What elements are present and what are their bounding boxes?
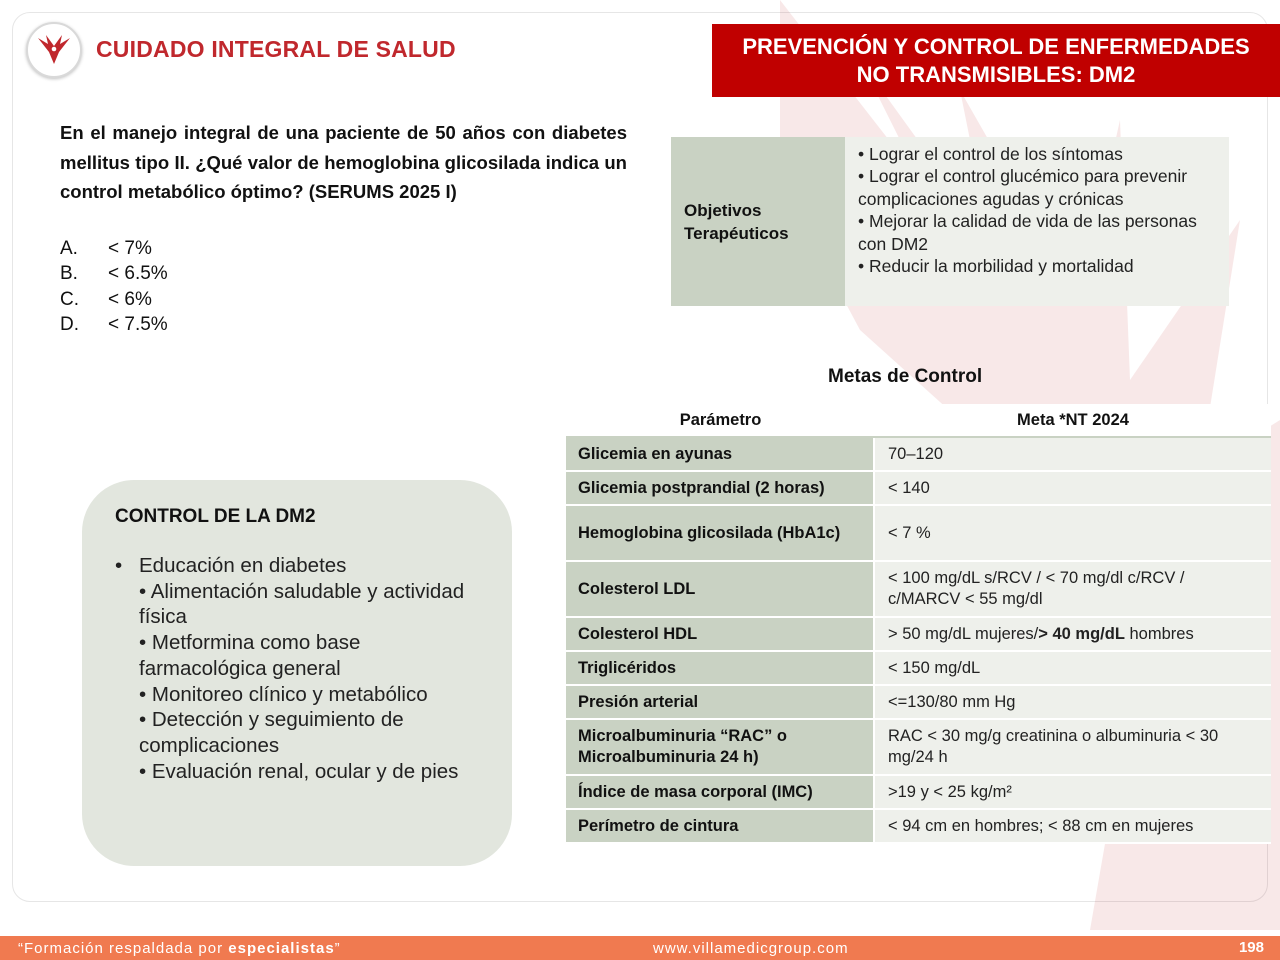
table-row: [566, 472, 1271, 506]
control-list: [115, 553, 482, 784]
banner-line-2: NO TRANSMISIBLES: DM2: [856, 62, 1136, 87]
control-item: • Detección y seguimiento de complicaciones: [139, 708, 404, 757]
tagline-suffix: ”: [334, 940, 341, 957]
option-letter: D.: [60, 313, 79, 335]
option-text: < 7%: [108, 238, 152, 259]
param-cell: Hemoglobina glicosilada (HbA1c): [566, 506, 875, 562]
value-cell: RAC < 30 mg/g creatinina o albuminuria < 30 mg/24 h: [875, 720, 1271, 776]
objectives-label-line1: Objetivos: [684, 200, 762, 220]
metas-table: [566, 404, 1271, 844]
table-row: [566, 652, 1271, 686]
option-text: < 6%: [108, 288, 152, 310]
table-row: [566, 686, 1271, 720]
tagline-prefix: “Formación respaldada por: [18, 940, 229, 957]
param-cell: Colesterol HDL: [566, 618, 875, 652]
value-part: > 50 mg/dL mujeres/: [888, 624, 1039, 643]
value-cell: < 140: [875, 472, 1271, 506]
value-part-bold: > 40 mg/dL: [1038, 624, 1125, 643]
param-cell: Glicemia postprandial (2 horas): [566, 472, 875, 506]
objectives-label-line2: Terapéuticos: [684, 223, 789, 243]
param-cell: Perímetro de cintura: [566, 810, 875, 844]
value-cell: [875, 618, 1271, 652]
param-cell: Índice de masa corporal (IMC): [566, 776, 875, 810]
footer-url: www.villamedicgroup.com: [653, 940, 849, 957]
option-letter: B.: [60, 263, 78, 285]
col-header-meta: Meta *NT 2024: [875, 404, 1271, 438]
objectives-label: [671, 137, 845, 306]
control-item: • Monitoreo clínico y metabólico: [139, 682, 428, 706]
control-dm2-box: [82, 480, 512, 866]
option-a: [60, 236, 168, 261]
option-text: < 6.5%: [108, 263, 168, 285]
metas-title: Metas de Control: [828, 366, 983, 387]
table-row: [566, 810, 1271, 844]
control-item: • Metformina como base farmacológica general: [139, 631, 361, 680]
param-cell: Microalbuminuria “RAC” o Microalbuminuria 24 h): [566, 720, 875, 776]
value-part: hombres: [1124, 624, 1194, 643]
objective-item: • Lograr el control de los síntomas: [858, 144, 1123, 164]
metas-header-row: [566, 404, 1271, 438]
objective-item: • Lograr el control glucémico para prevenir complicaciones agudas y crónicas: [858, 166, 1188, 209]
param-cell: Colesterol LDL: [566, 562, 875, 618]
control-item: • Evaluación renal, ocular y de pies: [139, 759, 459, 783]
value-cell: <=130/80 mm Hg: [875, 686, 1271, 720]
objective-item: • Reducir la morbilidad y mortalidad: [858, 256, 1134, 277]
answer-options: [60, 236, 168, 337]
param-cell: Triglicéridos: [566, 652, 875, 686]
option-c: [60, 287, 168, 312]
param-cell: Presión arterial: [566, 686, 875, 720]
param-cell: Glicemia en ayunas: [566, 438, 875, 472]
table-row: [566, 506, 1271, 562]
table-row: [566, 776, 1271, 810]
table-row: [566, 618, 1271, 652]
col-header-param: Parámetro: [566, 404, 875, 438]
bullet-icon: •: [115, 554, 123, 577]
phoenix-logo-icon: [26, 22, 82, 78]
option-b: [60, 261, 168, 286]
topic-banner: [712, 24, 1280, 97]
control-title: CONTROL DE LA DM2: [115, 506, 316, 527]
control-item: • Alimentación saludable y actividad física: [139, 579, 465, 629]
table-row: [566, 720, 1271, 776]
value-cell: < 100 mg/dL s/RCV / < 70 mg/dl c/RCV / c/MARCV < 55 mg/dl: [875, 562, 1271, 618]
banner-line-1: PREVENCIÓN Y CONTROL DE ENFERMEDADES: [742, 34, 1250, 59]
control-item: Educación en diabetes: [139, 554, 347, 577]
value-cell: >19 y < 25 kg/m²: [875, 776, 1271, 810]
page-number: 198: [1238, 939, 1264, 956]
option-text: < 7.5%: [108, 313, 168, 335]
table-row: [566, 438, 1271, 472]
option-letter: C.: [60, 288, 79, 310]
question-text: En el manejo integral de una paciente de 50 años con diabetes mellitus tipo II. ¿Qué valor de hemoglobina glicosilada indica un control metabólico óptimo? (SERUMS 2025 I): [60, 122, 627, 202]
objectives-list: [845, 137, 1229, 306]
objective-item: • Mejorar la calidad de vida de las personas con DM2: [858, 211, 1197, 254]
value-cell: 70–120: [875, 438, 1271, 472]
footer-bar: [0, 936, 1280, 960]
value-cell: < 150 mg/dL: [875, 652, 1271, 686]
value-cell: < 94 cm en hombres; < 88 cm en mujeres: [875, 810, 1271, 844]
tagline-bold: especialistas: [228, 940, 335, 957]
table-row: [566, 562, 1271, 618]
brand-title: CUIDADO INTEGRAL DE SALUD: [96, 36, 456, 62]
option-letter: A.: [60, 238, 78, 259]
footer-tagline: [18, 940, 341, 957]
value-cell: < 7 %: [875, 506, 1271, 562]
objectives-table: [671, 137, 1229, 306]
option-d: [60, 312, 168, 337]
